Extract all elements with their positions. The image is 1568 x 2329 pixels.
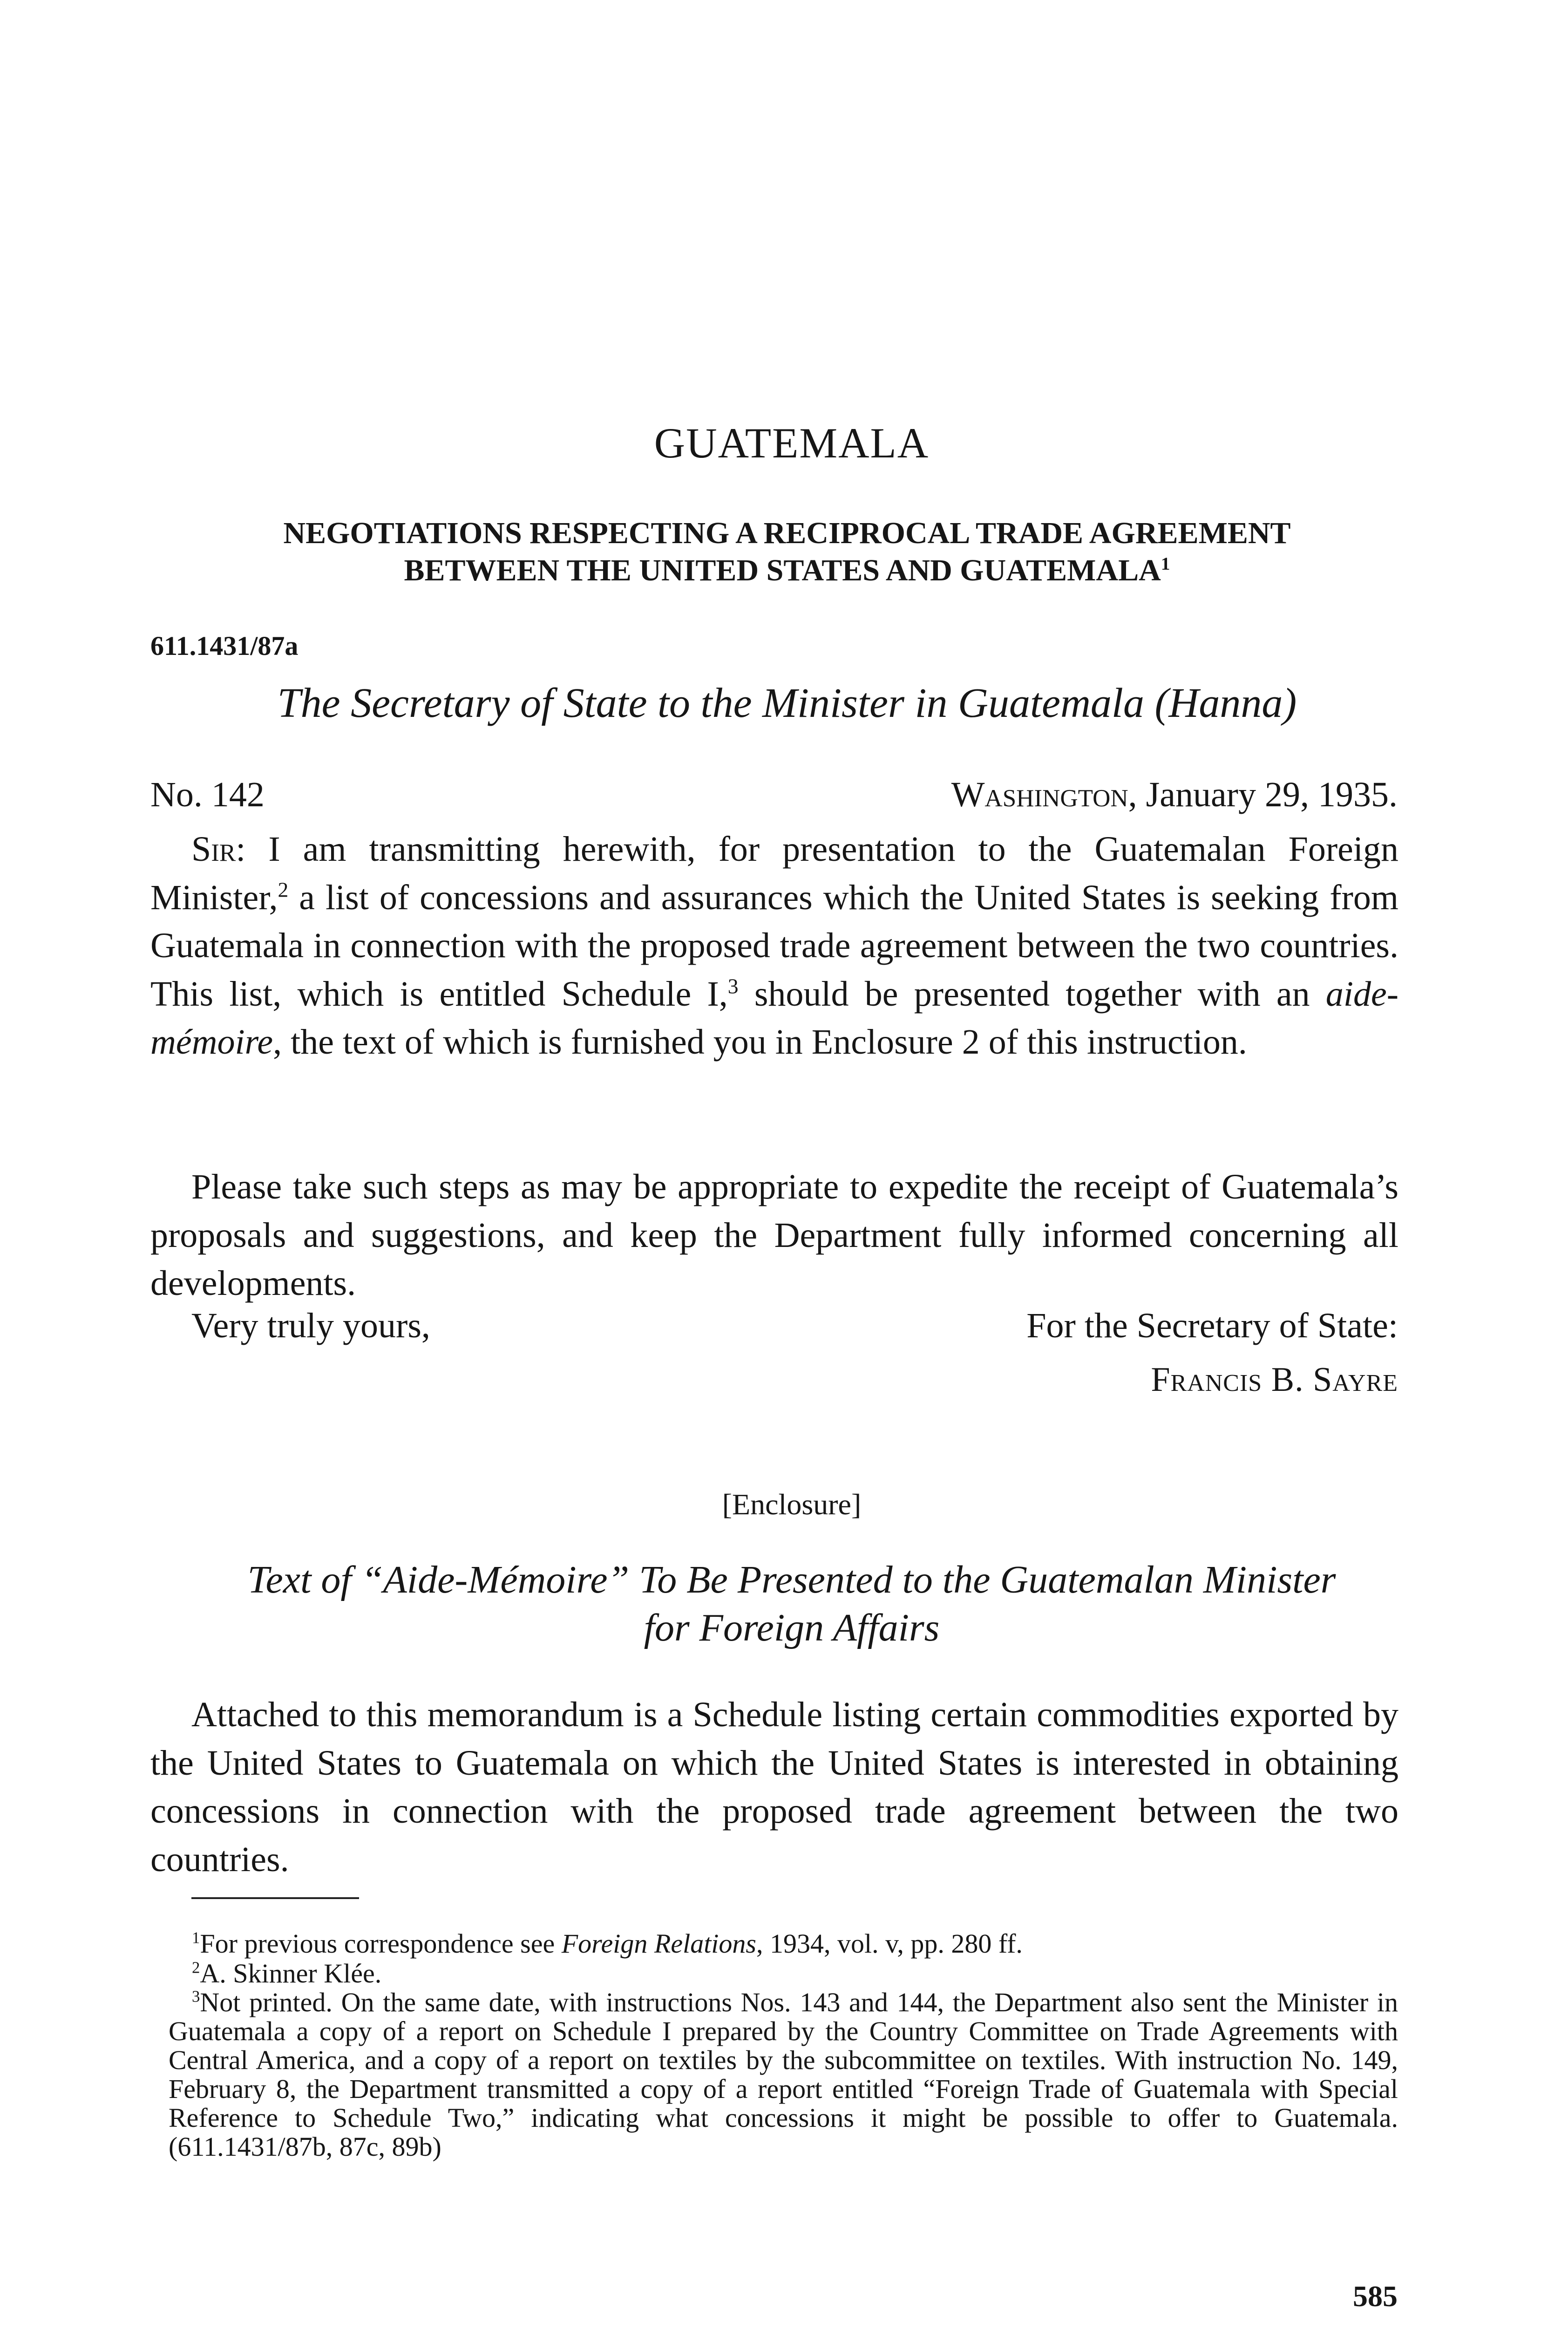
para1-text-b: a list of concessions and assurances which the United States is seeking from Guatemala in connection with the proposed trade agreement between the two countries. This list, which is entitled Schedule I, (150, 878, 1398, 1014)
enclosure-paragraph: Attached to this memorandum is a Schedule listing certain commodities exported by the United States to Guatemala on which the United States is interested in obtaining concessions in connection with the proposed trade agreement between the two countries. (150, 1695, 1398, 1879)
aide-memoire-term: aide-mémoire (150, 974, 1398, 1062)
complimentary-close: Very truly yours, (191, 1306, 430, 1345)
file-number: 611.1431/87a (150, 631, 299, 661)
footnote-ref-1[interactable]: 1 (1161, 553, 1170, 574)
footnote-3-text: Not printed. On the same date, with instructions Nos. 143 and 144, the Department also sent the Minister in Guatemala a copy of a report on Schedule I prepared by the Country Committee on Trade Agreements with Central America, and a copy of a report on textiles by the subcommittee on textiles. With instruction No. 149, February 8, the Department transmitted a copy of a report entitled “Foreign Trade of Guatemala with Special Reference to Schedule Two,” indicating what concessions it might be possible to offer to Guatemala. (611.1431/87b, 87c, 89b) (169, 1987, 1398, 2162)
footnote-3 (169, 1988, 1398, 2161)
para1-text-d: , the text of which is furnished you in Enclosure 2 of this instruction. (273, 1022, 1247, 1062)
for-secretary-line: For the Secretary of State: (1026, 1306, 1398, 1345)
dateline-date: , January 29, 1935. (1128, 775, 1398, 814)
letter-heading-text: The Secretary of State to the Minister in Guatemala (277, 680, 1144, 726)
salutation: Sir (191, 830, 236, 869)
subject-line-2: BETWEEN THE UNITED STATES AND GUATEMALA (404, 553, 1161, 587)
footnote-2-number: 2 (192, 1958, 200, 1977)
footnote-divider (191, 1897, 359, 1899)
body-paragraph-2: Please take such steps as may be appropriate to expedite the receipt of Guatemala’s proposals and suggestions, and keep the Department fully informed concerning all developments. (150, 1167, 1398, 1303)
enclosure-title (168, 1556, 1416, 1652)
dateline-place: Washington (951, 775, 1128, 814)
letter-heading (140, 680, 1434, 726)
footnote-3-number: 3 (192, 1987, 200, 2006)
enclosure-label: [Enclosure] (722, 1488, 862, 1521)
enclosure-title-line-1: Text of “Aide-Mémoire” To Be Presented to the Guatemalan Minister (247, 1558, 1336, 1601)
enclosure-title-line-2: for Foreign Affairs (644, 1606, 940, 1649)
footnote-ref-2[interactable]: 2 (278, 878, 289, 902)
dateline (951, 777, 1398, 812)
footnote-1-number: 1 (192, 1928, 200, 1947)
body-paragraph-1 (150, 825, 1398, 1067)
para1-text-c: should be presented together with an (738, 974, 1326, 1014)
footnote-1-text-a: For previous correspondence see (200, 1928, 562, 1959)
subject-heading (140, 515, 1434, 589)
footnote-ref-3[interactable]: 3 (727, 974, 739, 998)
para1-text-a: : I am transmitting herewith, for presentation to the Guatemalan Foreign Minister, (150, 830, 1398, 917)
footnote-2-text: A. Skinner Klée. (200, 1958, 382, 1989)
footnote-2 (169, 1959, 1398, 1988)
document-number: No. 142 (150, 775, 265, 814)
footnote-1-italic: Foreign Relations (561, 1928, 756, 1959)
signature: Francis B. Sayre (1151, 1361, 1398, 1399)
footnote-1 (169, 1929, 1398, 1958)
letter-heading-name: (Hanna) (1154, 680, 1297, 726)
footnote-1-text-b: , 1934, vol. v, pp. 280 ff. (756, 1928, 1023, 1959)
subject-line-1: NEGOTIATIONS RESPECTING A RECIPROCAL TRADE AGREEMENT (283, 516, 1291, 550)
section-title: GUATEMALA (654, 419, 930, 467)
page-number: 585 (1353, 2280, 1398, 2313)
